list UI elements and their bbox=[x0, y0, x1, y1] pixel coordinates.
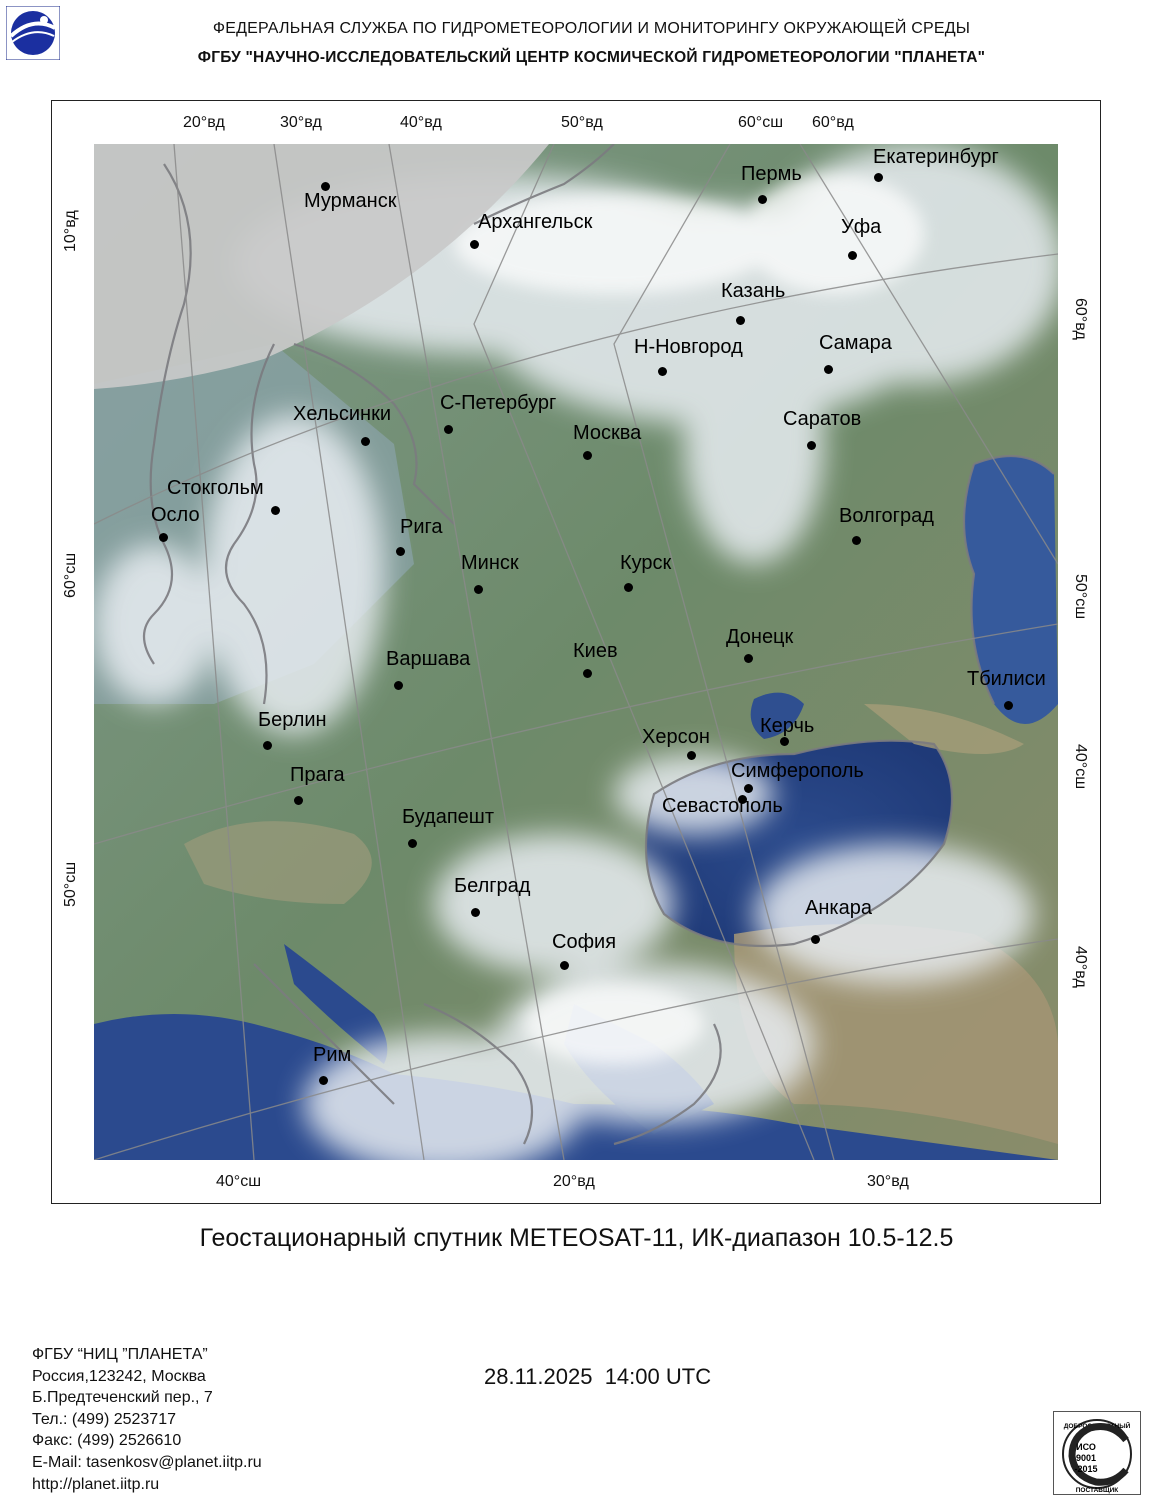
city-label: Саратов bbox=[783, 408, 862, 430]
badge-year-text: -2015 bbox=[1074, 1464, 1098, 1474]
address-org: ФГБУ “НИЦ ”ПЛАНЕТА” bbox=[32, 1346, 208, 1363]
iso-certification-badge-icon bbox=[1053, 1411, 1141, 1495]
grid-label-right-60e: 60°вд bbox=[1072, 298, 1089, 340]
grid-label-top-60n: 60°сш bbox=[738, 114, 784, 131]
city-label: Прага bbox=[290, 764, 345, 786]
address-phone: Тел.: (499) 2523717 bbox=[32, 1410, 176, 1428]
contact-block bbox=[32, 1344, 262, 1495]
city-label: Варшава bbox=[386, 648, 471, 670]
city-label: Архангельск bbox=[478, 211, 593, 233]
observation-datetime: 28.11.2025 14:00 UTC bbox=[484, 1364, 712, 1389]
address-fax: Факс: (499) 2526610 bbox=[32, 1432, 182, 1450]
grid-label-left-60n: 60°сш bbox=[62, 552, 79, 598]
city-label: Минск bbox=[461, 552, 519, 574]
grid-label-bottom-20e: 20°вд bbox=[553, 1173, 595, 1190]
city-label: Будапешт bbox=[402, 806, 494, 828]
grid-label-left-10e: 10°вд bbox=[62, 210, 79, 252]
city-label: Тбилиси bbox=[967, 668, 1046, 690]
grid-label-left-50n: 50°сш bbox=[62, 861, 79, 907]
city-label: Анкара bbox=[805, 897, 872, 919]
city-label: Самара bbox=[819, 332, 892, 354]
grid-label-top-50e: 50°вд bbox=[561, 114, 603, 131]
grid-label-right-40n: 40°сш bbox=[1072, 744, 1089, 790]
grid-label-top-40e: 40°вд bbox=[400, 114, 442, 131]
city-label: Курск bbox=[620, 552, 672, 574]
badge-bottom-text: ПОСТАВЩИК bbox=[1075, 1487, 1119, 1494]
grid-label-top-20e: 20°вд bbox=[183, 114, 225, 131]
city-label: Донецк bbox=[726, 626, 794, 648]
city-label: Мурманск bbox=[304, 190, 397, 212]
city-label: Стокгольм bbox=[167, 477, 264, 499]
city-label: Белград bbox=[454, 875, 531, 897]
city-label: Рим bbox=[313, 1044, 352, 1066]
city-label: Казань bbox=[721, 280, 786, 302]
city-label: С-Петербург bbox=[440, 392, 557, 414]
address-email[interactable]: E-Mail: tasenkosv@planet.iitp.ru bbox=[32, 1453, 262, 1471]
city-label: Уфа bbox=[841, 216, 882, 238]
city-label: Берлин bbox=[258, 709, 327, 731]
city-label: Волгоград bbox=[839, 505, 934, 527]
address-street: Б.Предтеченский пер., 7 bbox=[32, 1389, 213, 1407]
header-center: ФГБУ "НАУЧНО-ИССЛЕДОВАТЕЛЬСКИЙ ЦЕНТР КОСМИЧЕСКОЙ ГИДРОМЕТЕОРОЛОГИИ "ПЛАНЕТА" bbox=[197, 49, 986, 66]
city-label: Киев bbox=[573, 640, 618, 662]
address-city: Россия,123242, Москва bbox=[32, 1367, 206, 1385]
city-label: Н-Новгород bbox=[634, 336, 743, 358]
city-label: Осло bbox=[151, 504, 200, 526]
city-label: Керчь bbox=[760, 715, 815, 737]
city-label: Екатеринбург bbox=[873, 146, 999, 168]
grid-label-bottom-40n: 40°сш bbox=[216, 1173, 262, 1190]
grid-label-top-30e: 30°вд bbox=[280, 114, 322, 131]
grid-label-right-40e: 40°вд bbox=[1072, 946, 1089, 988]
badge-iso-text: ИСО bbox=[1076, 1442, 1096, 1452]
city-label: Москва bbox=[573, 422, 642, 444]
header-agency: ФЕДЕРАЛЬНАЯ СЛУЖБА ПО ГИДРОМЕТЕОРОЛОГИИ И МОНИТОРИНГУ ОКРУЖАЮЩЕЙ СРЕДЫ bbox=[212, 20, 971, 37]
city-label: Рига bbox=[400, 516, 443, 538]
city-label: Пермь bbox=[741, 163, 802, 185]
city-label: Севастополь bbox=[662, 795, 783, 817]
city-label: София bbox=[552, 931, 617, 953]
badge-code-text: 9001 bbox=[1075, 1453, 1097, 1463]
map-caption: Геостационарный спутник METEOSAT-11, ИК-диапазон 10.5-12.5 bbox=[199, 1224, 954, 1252]
city-label: Херсон bbox=[642, 726, 710, 748]
city-label: Симферополь bbox=[731, 760, 864, 782]
grid-label-bottom-30e: 30°вд bbox=[867, 1173, 909, 1190]
address-website[interactable]: http://planet.iitp.ru bbox=[32, 1475, 160, 1493]
grid-label-top-60e: 60°вд bbox=[812, 114, 854, 131]
city-label: Хельсинки bbox=[293, 403, 392, 425]
badge-top-text: ДОБРОСОВЕСТНЫЙ bbox=[1063, 1423, 1131, 1430]
grid-label-right-50n: 50°сш bbox=[1072, 574, 1089, 620]
